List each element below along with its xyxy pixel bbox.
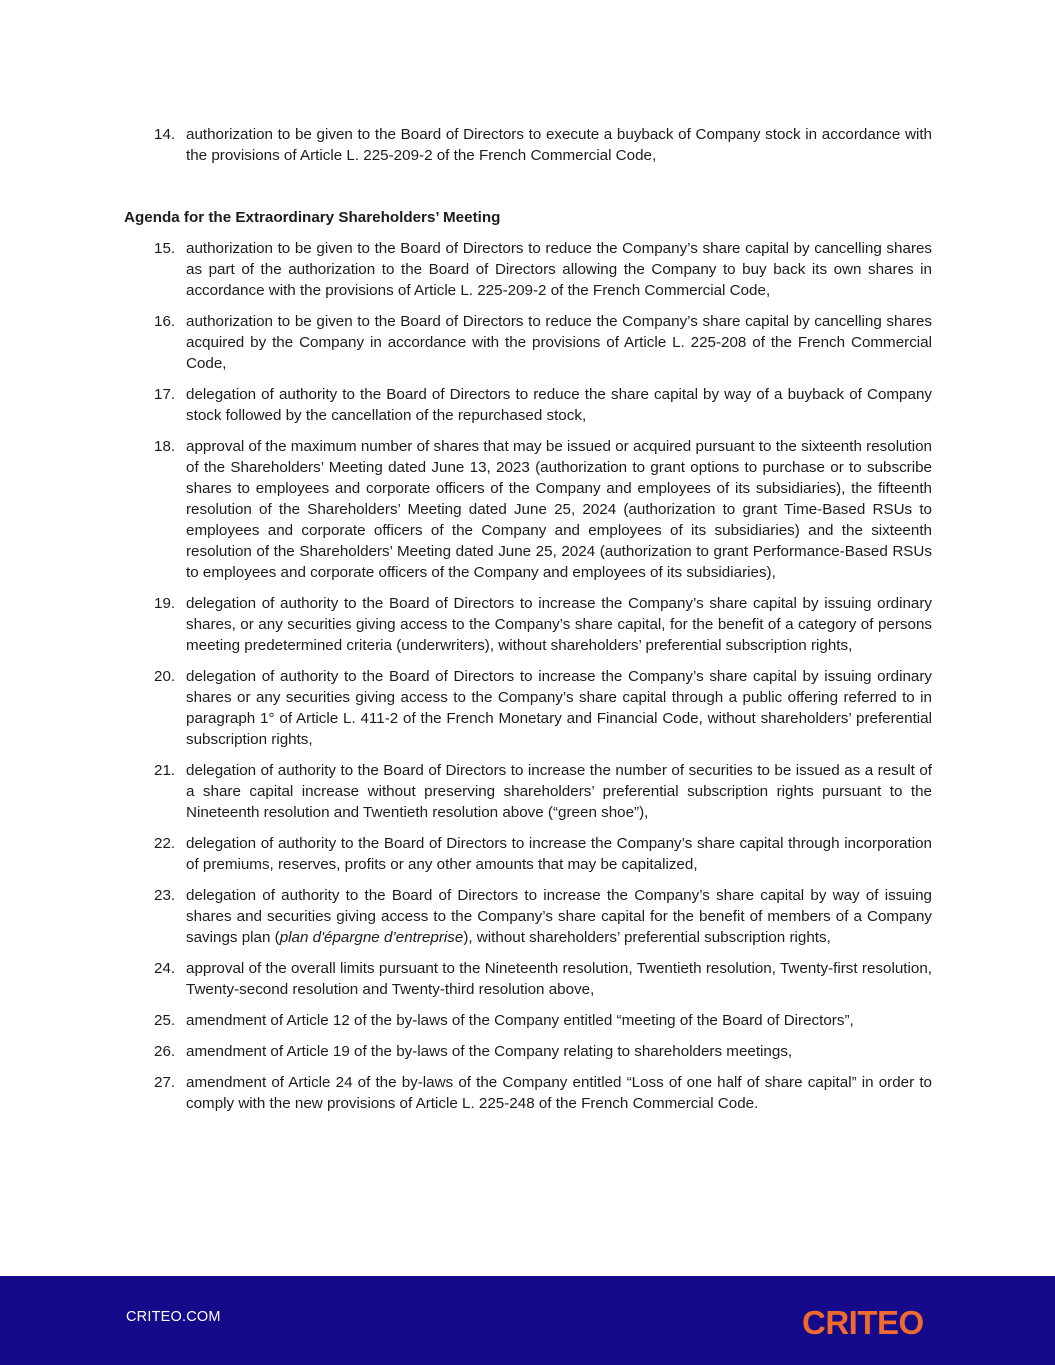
list-item-text: delegation of authority to the Board of Directors to increase the Company’s share capital by issuing ordinary shares or any securities giving access to the Company’s share capital through a public offering referred to in paragraph 1° of Article L. 411-2 of the French Monetary and Financial Code, without shareholders’ preferential subscription rights, bbox=[186, 668, 932, 748]
page-content bbox=[124, 124, 932, 1124]
list-item-text: amendment of Article 19 of the by-laws of the Company relating to shareholders meetings, bbox=[186, 1043, 793, 1060]
list-item-text: delegation of authority to the Board of Directors to reduce the share capital by way of a buyback of Company stock followed by the cancellation of the repurchased stock, bbox=[186, 386, 932, 424]
list-item-21 bbox=[124, 760, 932, 823]
list-item-17 bbox=[124, 384, 932, 426]
list-item-19 bbox=[124, 593, 932, 656]
agenda-heading: Agenda for the Extraordinary Shareholders’ Meeting bbox=[124, 209, 501, 226]
list-item-text: authorization to be given to the Board of Directors to reduce the Company’s share capital by cancelling shares acquired by the Company in accordance with the provisions of Article L. 225-208 of the French Commercial Code, bbox=[186, 313, 932, 372]
list-item-number: 16. bbox=[154, 313, 176, 330]
list-item-number: 25. bbox=[154, 1012, 176, 1029]
list-item-number: 24. bbox=[154, 960, 176, 977]
list-item-18 bbox=[124, 436, 932, 583]
list-item-text: approval of the maximum number of shares that may be issued or acquired pursuant to the sixteenth resolution of the Shareholders’ Meeting dated June 13, 2023 (authorization to grant options to purchase or to subscribe shares to employees and corporate officers of the Company and employees of its subsidiaries), the fifteenth resolution of the Shareholders’ Meeting dated June 25, 2024 (authorization to grant Time-Based RSUs to employees and corporate officers of the Company and employees of its subsidiaries) and the sixteenth resolution of the Shareholders’ Meeting dated June 25, 2024 (authorization to grant Performance-Based RSUs to employees and corporate officers of the Company and employees of its subsidiaries), bbox=[186, 438, 932, 581]
list-item-text: authorization to be given to the Board of Directors to reduce the Company’s share capital by cancelling shares as part of the authorization to the Board of Directors allowing the Company to buy back its own shares in accordance with the provisions of Article L. 225-209-2 of the French Commercial Code, bbox=[186, 240, 932, 299]
list-item-text: delegation of authority to the Board of Directors to increase the Company’s share capital by issuing ordinary shares, or any securities giving access to the Company’s share capital, for the benefit of a category of persons meeting predetermined criteria (underwriters), without shareholders’ preferential subscription rights, bbox=[186, 595, 932, 654]
list-item-text-after: ), without shareholders’ preferential subscription rights, bbox=[463, 929, 831, 946]
list-item-22 bbox=[124, 833, 932, 875]
list-item-16 bbox=[124, 311, 932, 374]
list-item-text-before: delegation of authority to the Board of Directors to increase the Company’s share capital by way of issuing shares and securities giving access to the Company’s share capital for the benefit of members of a Company savings plan ( bbox=[186, 887, 932, 946]
list-item-number: 20. bbox=[154, 668, 176, 685]
criteo-logo-text: CRITEO bbox=[802, 1305, 924, 1339]
list-item-text: delegation of authority to the Board of Directors to increase the number of securities to be issued as a result of a share capital increase without preserving shareholders’ preferential subscription rights pursuant to the Nineteenth resolution and Twentieth resolution above (“green shoe”), bbox=[186, 762, 932, 821]
list-item-text bbox=[186, 885, 932, 948]
list-item-23 bbox=[124, 885, 932, 948]
list-item-number: 22. bbox=[154, 835, 176, 852]
list-item-number: 17. bbox=[154, 386, 176, 403]
list-item-15 bbox=[124, 238, 932, 301]
criteo-logo bbox=[802, 1305, 930, 1339]
list-item-25 bbox=[124, 1010, 932, 1031]
list-item-20 bbox=[124, 666, 932, 750]
list-item-number: 14. bbox=[154, 126, 176, 143]
list-item-26 bbox=[124, 1041, 932, 1062]
list-item-text: amendment of Article 24 of the by-laws of the Company entitled “Loss of one half of share capital” in order to comply with the new provisions of Article L. 225-248 of the French Commercial Code. bbox=[186, 1074, 932, 1112]
page-footer bbox=[0, 1276, 1055, 1365]
list-item-27 bbox=[124, 1072, 932, 1114]
list-item-number: 26. bbox=[154, 1043, 176, 1060]
list-item-text: amendment of Article 12 of the by-laws of the Company entitled “meeting of the Board of Directors”, bbox=[186, 1012, 854, 1029]
list-item-text: authorization to be given to the Board of Directors to execute a buyback of Company stock in accordance with the provisions of Article L. 225-209-2 of the French Commercial Code, bbox=[186, 126, 932, 164]
footer-site-link[interactable]: CRITEO.COM bbox=[126, 1309, 221, 1325]
list-item-number: 19. bbox=[154, 595, 176, 612]
list-item-number: 21. bbox=[154, 762, 176, 779]
list-item-number: 18. bbox=[154, 438, 176, 455]
list-item-text: delegation of authority to the Board of Directors to increase the Company’s share capital through incorporation of premiums, reserves, profits or any other amounts that may be capitalized, bbox=[186, 835, 932, 873]
list-item-text: approval of the overall limits pursuant to the Nineteenth resolution, Twentieth resolution, Twenty-first resolution, Twenty-second resolution and Twenty-third resolution above, bbox=[186, 960, 932, 998]
list-item-24 bbox=[124, 958, 932, 1000]
list-item-number: 23. bbox=[154, 887, 176, 904]
list-item-number: 27. bbox=[154, 1074, 176, 1091]
list-item-number: 15. bbox=[154, 240, 176, 257]
list-item-14 bbox=[124, 124, 932, 166]
list-item-text-italic: plan d'épargne d’entreprise bbox=[279, 929, 464, 946]
